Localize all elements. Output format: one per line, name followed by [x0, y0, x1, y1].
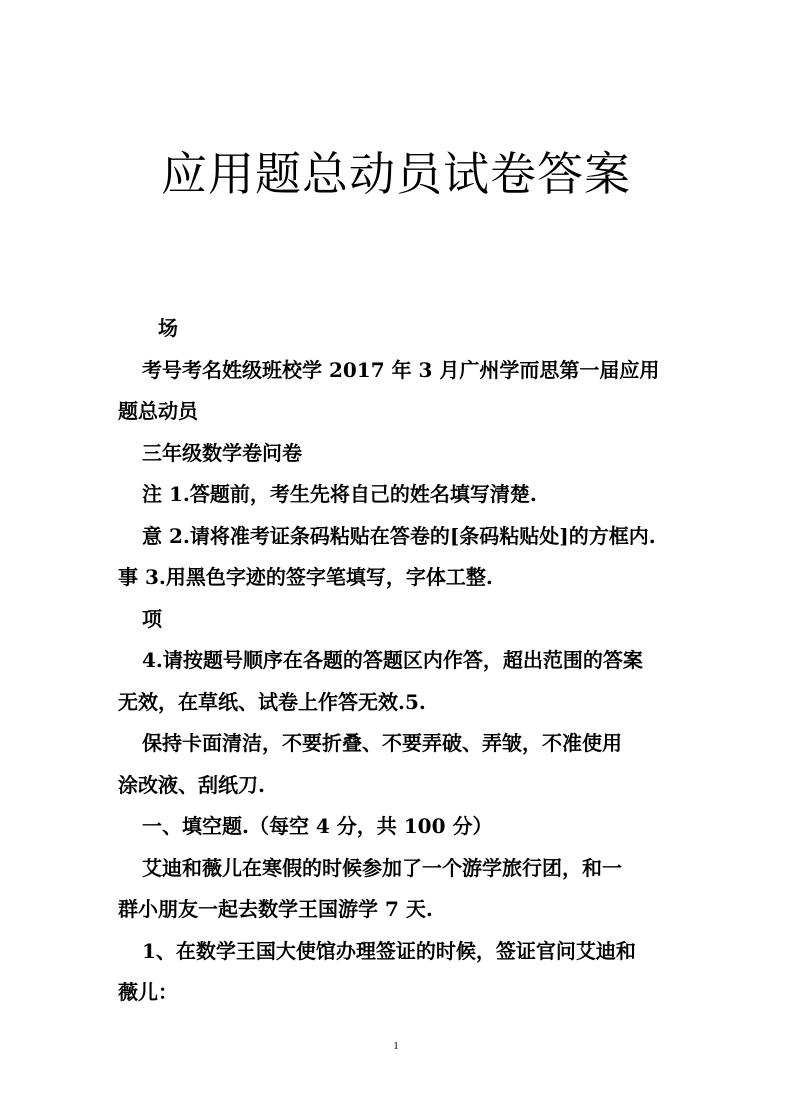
question-line: 1、在数学王国大使馆办理签证的时候，签证官问艾迪和	[142, 938, 636, 963]
body-line: 题总动员	[118, 399, 198, 423]
body-line: 意 2.请将准考证条码粘贴在答卷的[条码粘贴处]的方框内.	[142, 523, 656, 548]
body-line: 考号考名姓级班校学 2017 年 3 月广州学而思第一届应用	[142, 357, 660, 382]
body-line: 涂改液、刮纸刀.	[118, 772, 265, 797]
section-heading: 一、填空题.（每空 4 分，共 100 分）	[142, 814, 493, 838]
body-line: 无效，在草纸、试卷上作答无效.5.	[118, 689, 426, 714]
page-number: 1	[393, 1040, 399, 1052]
document-body	[118, 308, 678, 1014]
document-title: 应用题总动员试卷答案	[161, 147, 631, 201]
body-line: 三年级数学卷问卷	[142, 440, 302, 465]
body-line: 项	[142, 606, 162, 631]
body-line: 4.请按题号顺序在各题的答题区内作答，超出范围的答案	[142, 648, 643, 672]
body-line: 注 1.答题前，考生先将自己的姓名填写清楚.	[142, 482, 537, 506]
body-line: 保持卡面清洁，不要折叠、不要弄破、弄皱，不准使用	[142, 731, 622, 755]
question-line: 薇儿：	[118, 980, 178, 1004]
body-line: 事 3.用黑色字迹的签字笔填写，字体工整.	[118, 565, 493, 589]
body-line: 艾迪和薇儿在寒假的时候参加了一个游学旅行团，和一	[142, 855, 622, 880]
body-line: 群小朋友一起去数学王国游学 7 天.	[118, 897, 433, 921]
body-line: 场	[158, 316, 178, 340]
